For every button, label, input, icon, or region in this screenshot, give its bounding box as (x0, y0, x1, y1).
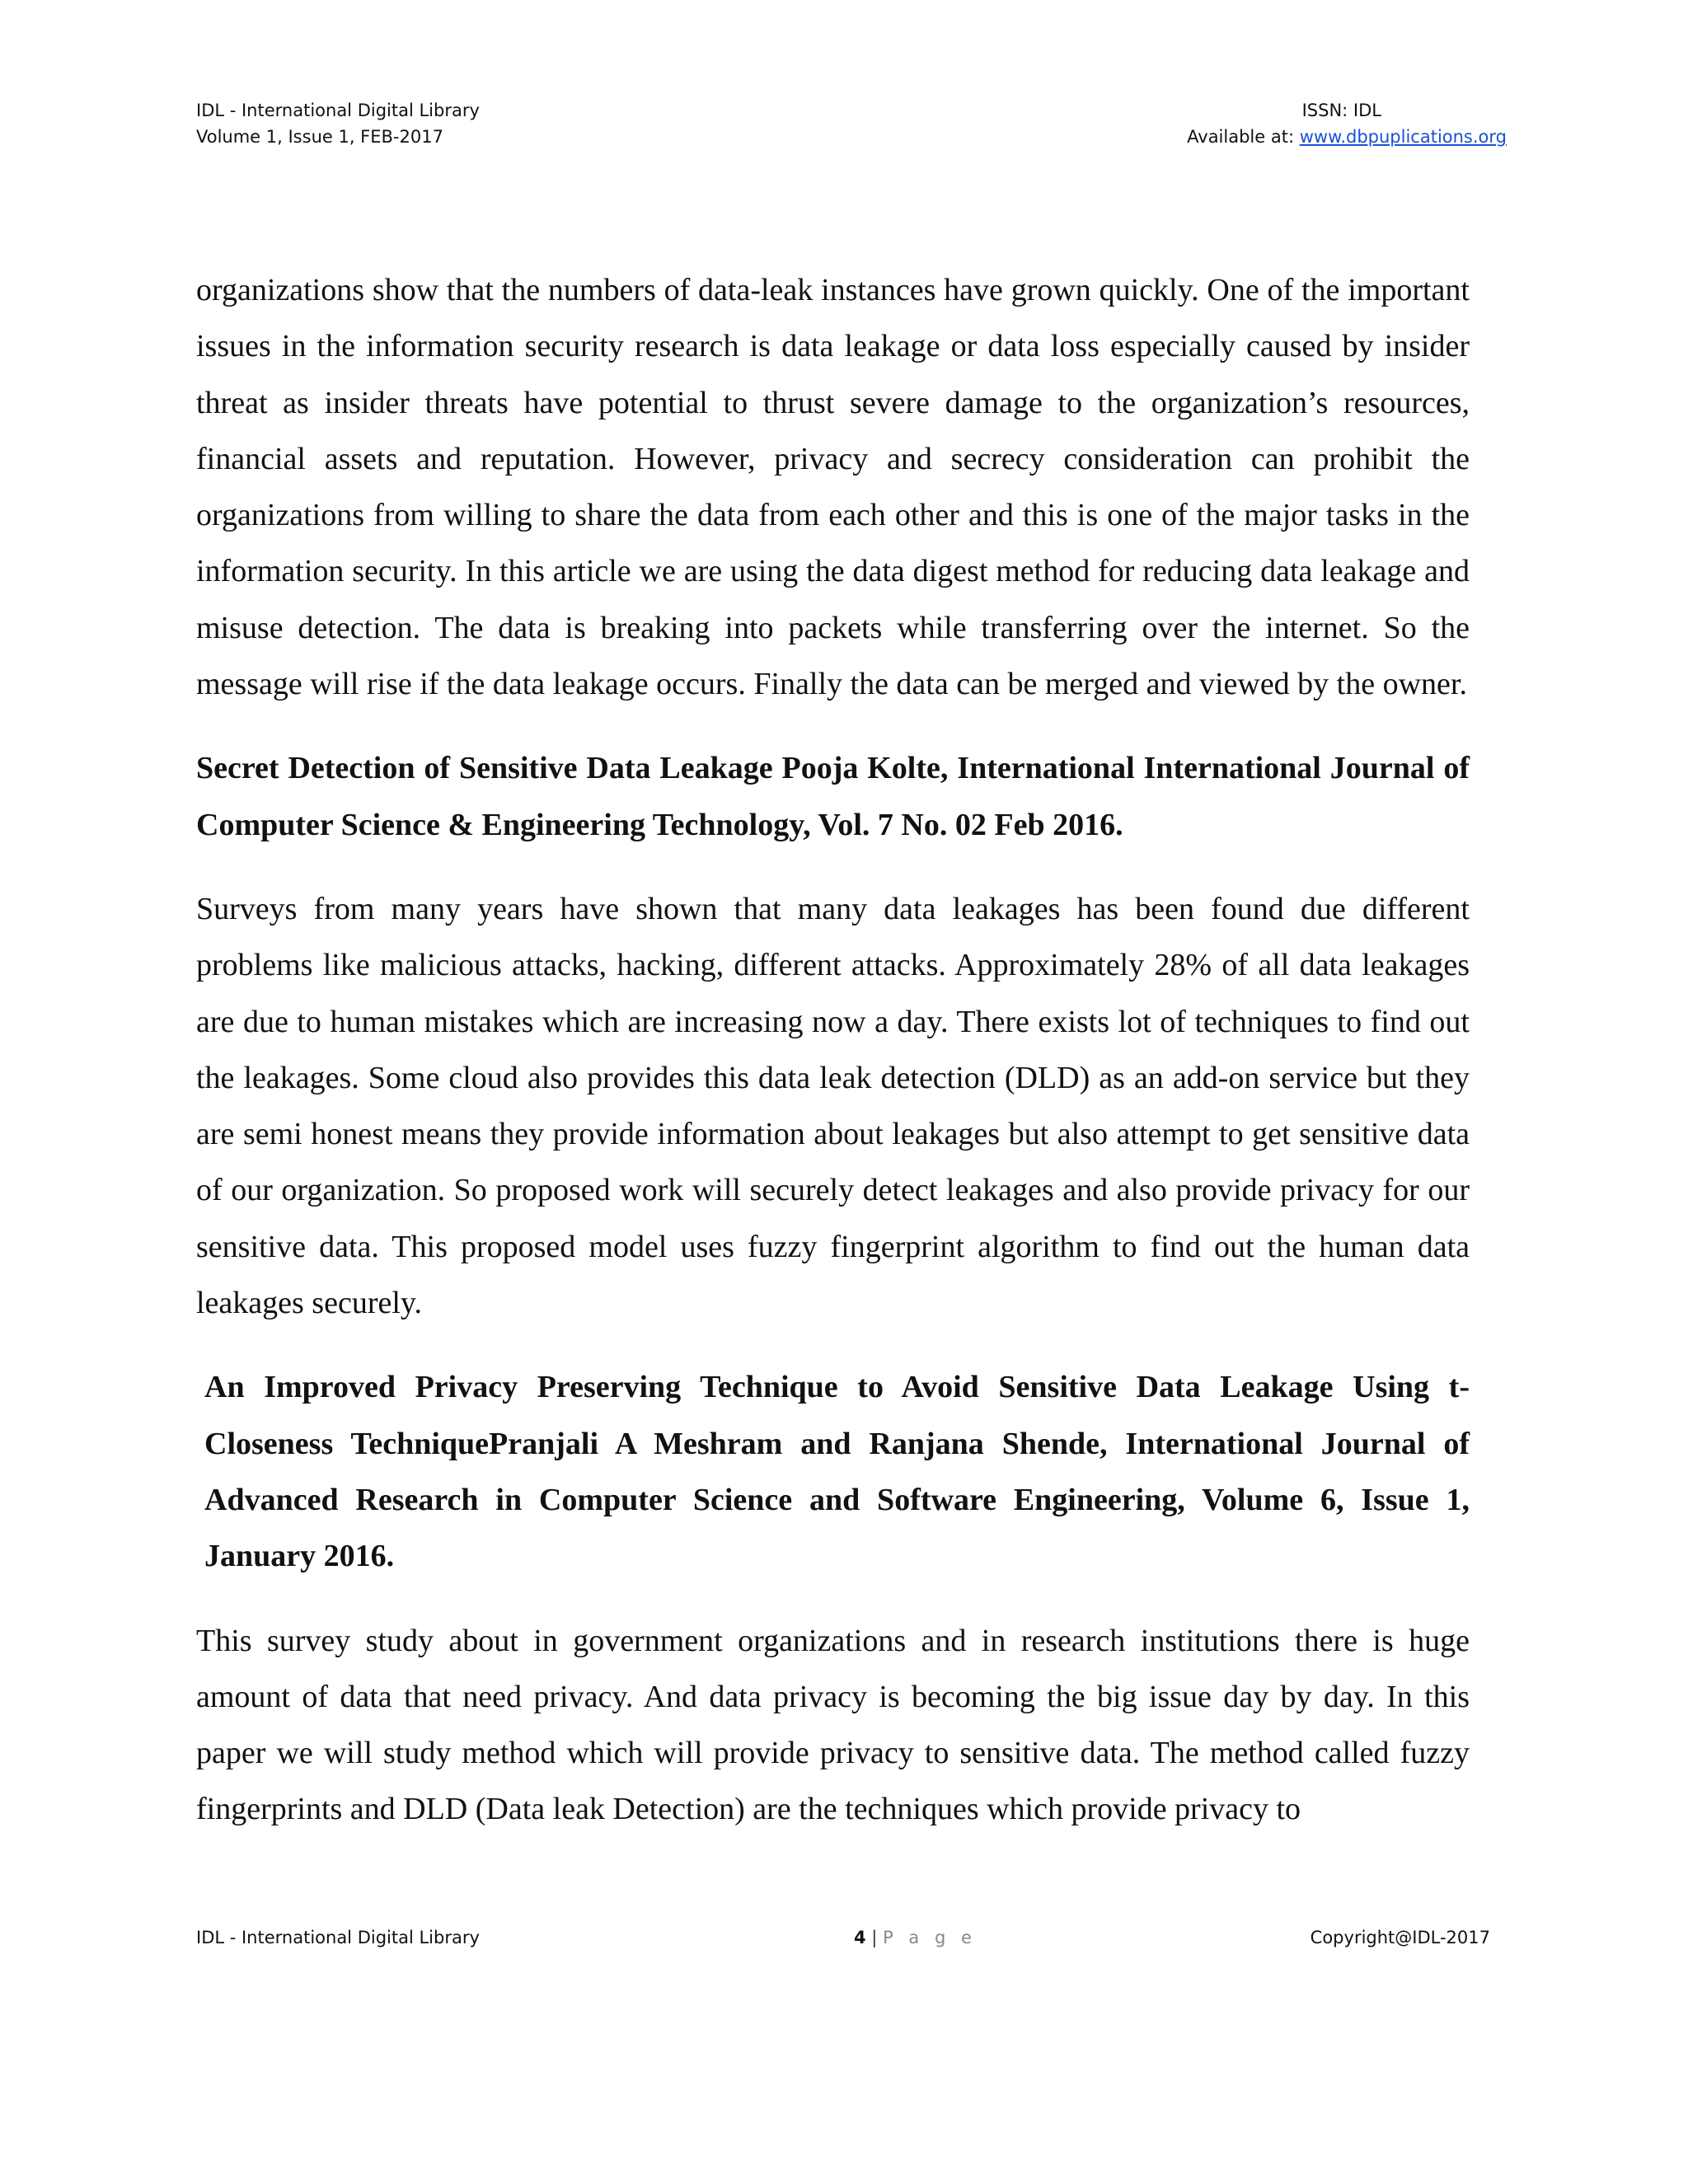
volume-issue: Volume 1, Issue 1, FEB-2017 (196, 127, 443, 147)
page-separator: | (865, 1928, 884, 1947)
running-header-left (196, 97, 480, 150)
running-header-right (1187, 97, 1507, 150)
body-paragraph: Surveys from many years have shown that many data leakages has been found due different problems like malicious attacks, hacking, different attacks. Approximately 28% of all data leakages are due to human mistakes which are increasing now a day. There exists lot of techniques to find out the leakages. Some cloud also provides this data leak detection (DLD) as an add-on service but they are semi honest means they provide information about leakages but also attempt to get sensitive data of our organization. So proposed work will securely detect leakages and also provide privacy for our sensitive data. This proposed model uses fuzzy fingerprint algorithm to find out the human data leakages securely. (196, 891, 1470, 1321)
footer-page-indicator (854, 1924, 977, 1951)
page-word: P a g e (883, 1928, 977, 1947)
article-body (196, 262, 1470, 1838)
body-paragraph: organizations show that the numbers of data-leak instances have grown quickly. One of the important issues in the information security research is data leakage or data loss especially caused by insider threat as insider threats have potential to thrust severe damage to the organization’s resources, financial assets and reputation. However, privacy and secrecy consideration can prohibit the organizations from willing to share the data from each other and this is one of the major tasks in the information security. In this article we are using the data digest method for reducing data leakage and misuse detection. The data is breaking into packets while transferring over the internet. So the message will rise if the data leakage occurs. Finally the data can be merged and viewed by the owner. (196, 273, 1470, 702)
reference-heading: An Improved Privacy Preserving Technique to Avoid Sensitive Data Leakage Using t-Closeness TechniquePranjali A Meshram and Ranjana Shende, International Journal of Advanced Research in Computer Science and Software Engineering, Volume 6, Issue 1, January 2016. (204, 1370, 1470, 1574)
available-label: Available at: (1187, 127, 1300, 147)
footer-library: IDL - International Digital Library (196, 1928, 480, 1947)
reference-heading: Secret Detection of Sensitive Data Leakage Pooja Kolte, International International Journal of Computer Science & Engineering Technology, Vol. 7 No. 02 Feb 2016. (196, 751, 1470, 842)
page-number: 4 (854, 1928, 866, 1947)
journal-website-link[interactable]: www.dbpuplications.org (1299, 127, 1507, 147)
journal-name: IDL - International Digital Library (196, 101, 480, 120)
footer-copyright: Copyright@IDL-2017 (1310, 1928, 1490, 1947)
body-paragraph: This survey study about in government organizations and in research institutions there is huge amount of data that need privacy. And data privacy is becoming the big issue day by day. In this paper we will study method which will provide privacy to sensitive data. The method called fuzzy fingerprints and DLD (Data leak Detection) are the techniques which provide privacy to (196, 1623, 1470, 1827)
availability-line (1187, 124, 1507, 150)
issn: ISSN: IDL (1301, 101, 1381, 120)
